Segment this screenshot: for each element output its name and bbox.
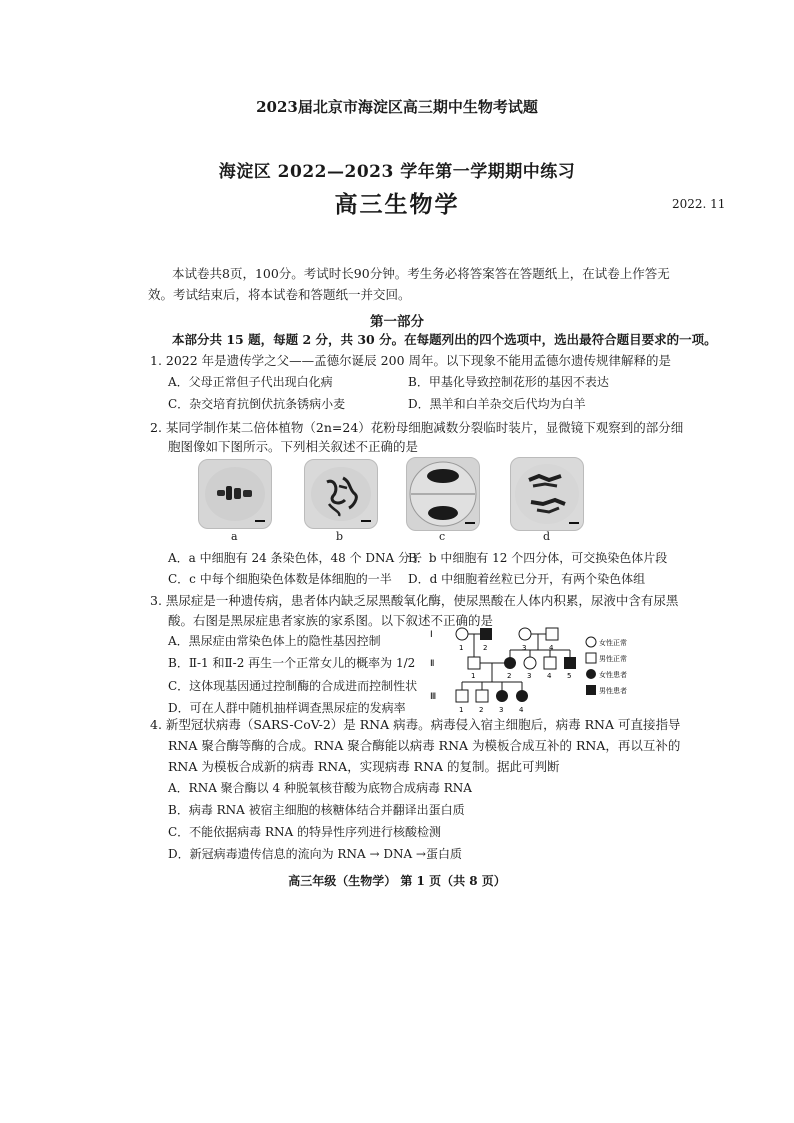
pedigree-i3 (519, 628, 531, 640)
q3-option-d: D．可在人群中随机抽样调查黑尿症的发病率 (168, 701, 406, 715)
micrograph-d (510, 457, 584, 531)
pedigree-chart (428, 620, 628, 720)
pedigree-num: 3 (522, 644, 527, 652)
q3-stem-line-2: 酸。右图是黑尿症患者家族的家系图。以下叙述不正确的是 (168, 613, 494, 628)
micrograph-label-a: a (231, 530, 238, 543)
micrograph-b (304, 459, 378, 529)
pedigree-gen-label-1: Ⅰ (430, 630, 433, 640)
q4-option-c: C．不能依据病毒 RNA 的特异性序列进行核酸检测 (168, 825, 442, 839)
pedigree-gen-label-3: Ⅲ (430, 692, 437, 702)
q1-option-b: B．甲基化导致控制花形的基因不表达 (408, 375, 609, 389)
exam-title: 高三生物学 (334, 191, 460, 218)
exam-date: 2022. 11 (672, 197, 726, 211)
pedigree-ii2 (504, 657, 516, 669)
pedigree-gen-label-2: Ⅱ (430, 659, 435, 669)
micrograph-label-c: c (439, 530, 446, 543)
legend-female-affected-icon (586, 669, 596, 679)
q2-option-a: A．a 中细胞有 24 条染色体，48 个 DNA 分子 (168, 551, 423, 565)
q4-option-b: B．病毒 RNA 被宿主细胞的核糖体结合并翻译出蛋白质 (168, 803, 465, 817)
legend-label: 男性正常 (599, 655, 627, 663)
pedigree-iii2 (476, 690, 488, 702)
document-header: 2023届北京市海淀区高三期中生物考试题 (256, 98, 538, 116)
pedigree-num: 1 (459, 644, 464, 652)
intro-line-1: 本试卷共8页，100分。考试时长90分钟。考生务必将答案答在答题纸上，在试卷上作答无 (172, 266, 670, 281)
q4-stem-line-3: RNA 为模板合成新的病毒 RNA，实现病毒 RNA 的复制。据此可判断 (168, 759, 560, 774)
q2-option-d: D．d 中细胞着丝粒已分开，有两个染色体组 (408, 572, 646, 586)
q2-option-b: B．b 中细胞有 12 个四分体，可交换染色体片段 (408, 551, 668, 565)
legend-female-normal-icon (586, 637, 596, 647)
q3-option-c: C．这体现基因通过控制酶的合成进而控制性状 (168, 679, 418, 693)
pedigree-num: 1 (459, 706, 464, 714)
q2-stem-line-2: 胞图像如下图所示。下列相关叙述不正确的是 (168, 439, 419, 454)
q1-stem: 1. 2022 年是遗传学之父——孟德尔诞辰 200 周年。以下现象不能用孟德尔遗传规律解释的是 (150, 353, 671, 368)
pedigree-num: 2 (507, 672, 512, 680)
legend-male-normal-icon (586, 653, 596, 663)
page-footer: 高三年级（生物学） 第 1 页（共 8 页） (288, 874, 506, 888)
pedigree-num: 1 (471, 672, 476, 680)
q3-stem-line-1: 3. 黑尿症是一种遗传病，患者体内缺乏尿黑酸氧化酶，使尿黑酸在人体内积累，尿液中含有尿黑 (150, 593, 679, 608)
micrograph-label-d: d (543, 530, 551, 543)
pedigree-num: 4 (549, 644, 554, 652)
q1-option-d: D．黑羊和白羊杂交后代均为白羊 (408, 397, 586, 411)
part-instruction: 本部分共 15 题，每题 2 分，共 30 分。在每题列出的四个选项中，选出最符合题目要求的一项。 (172, 332, 717, 347)
pedigree-ii5 (564, 657, 576, 669)
pedigree-iii3 (496, 690, 508, 702)
legend-label: 男性患者 (599, 687, 627, 695)
intro-line-2: 效。考试结束后，将本试卷和答题纸一并交回。 (148, 287, 411, 302)
q4-stem-line-1: 4. 新型冠状病毒（SARS-CoV-2）是 RNA 病毒。病毒侵入宿主细胞后，病毒 RNA 可直接指导 (150, 717, 681, 732)
q4-stem-line-2: RNA 聚合酶等酶的合成。RNA 聚合酶能以病毒 RNA 为模板合成互补的 RNA，再以互补的 (168, 738, 681, 753)
q1-option-a: A．父母正常但子代出现白化病 (168, 375, 333, 389)
legend-label: 女性正常 (599, 639, 627, 647)
q2-stem-line-1: 2. 某同学制作某二倍体植物（2n=24）花粉母细胞减数分裂临时装片，显微镜下观察到的部分细 (150, 420, 684, 435)
q1-option-c: C．杂交培育抗倒伏抗条锈病小麦 (168, 397, 346, 411)
legend-label: 女性患者 (599, 671, 627, 679)
pedigree-iii4 (516, 690, 528, 702)
pedigree-i4 (546, 628, 558, 640)
pedigree-ii4 (544, 657, 556, 669)
q2-option-c: C．c 中每个细胞染色体数是体细胞的一半 (168, 572, 392, 586)
exam-subtitle: 海淀区 2022—2023 学年第一学期期中练习 (218, 162, 576, 182)
q3-option-b: B．Ⅱ-1 和Ⅱ-2 再生一个正常女儿的概率为 1/2 (168, 656, 416, 670)
pedigree-num: 4 (519, 706, 524, 714)
pedigree-num: 5 (567, 672, 572, 680)
pedigree-i2 (480, 628, 492, 640)
q4-option-a: A．RNA 聚合酶以 4 种脱氧核苷酸为底物合成病毒 RNA (168, 781, 472, 795)
q3-option-a: A．黑尿症由常染色体上的隐性基因控制 (168, 634, 381, 648)
pedigree-num: 4 (547, 672, 552, 680)
pedigree-ii1 (468, 657, 480, 669)
legend-male-affected-icon (586, 685, 596, 695)
pedigree-i1 (456, 628, 468, 640)
pedigree-num: 3 (527, 672, 532, 680)
pedigree-ii3 (524, 657, 536, 669)
micrograph-a (198, 459, 272, 529)
micrograph-label-b: b (336, 530, 344, 543)
q4-option-d: D．新冠病毒遗传信息的流向为 RNA → DNA →蛋白质 (168, 847, 462, 861)
pedigree-num: 3 (499, 706, 504, 714)
pedigree-num: 2 (479, 706, 484, 714)
pedigree-num: 2 (483, 644, 488, 652)
pedigree-iii1 (456, 690, 468, 702)
micrograph-c (406, 457, 480, 531)
part-title: 第一部分 (370, 314, 424, 330)
